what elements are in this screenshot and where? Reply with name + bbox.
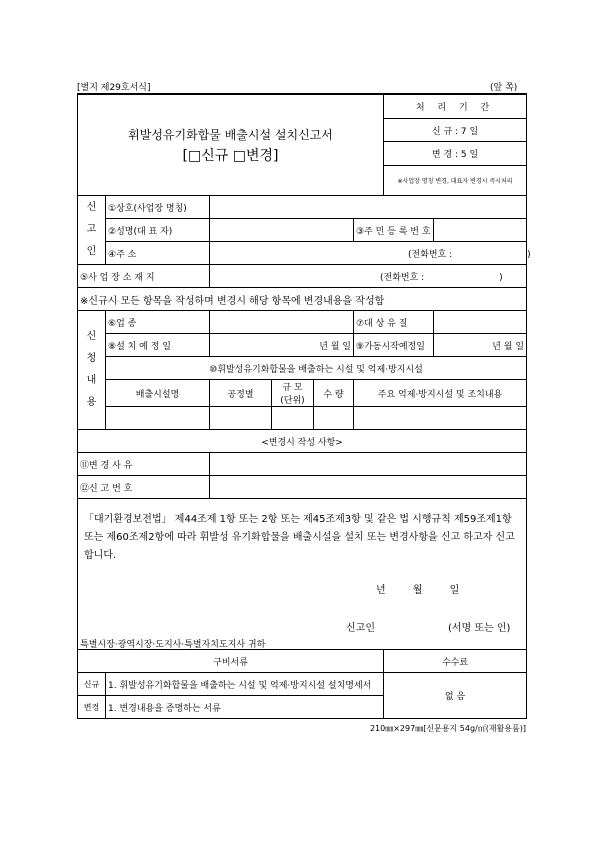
recipient: 특별시장·광역시장·도지사·특별자치도지사 귀하 <box>80 640 266 650</box>
start-date-field[interactable]: 년 월 일 <box>434 334 527 357</box>
target-oil-field[interactable] <box>434 311 527 334</box>
rrn-label: ③주 민 등 록 번 호 <box>354 219 434 242</box>
site-address-label: ⑤사 업 장 소 재 지 <box>78 265 210 288</box>
install-date-field[interactable]: 년 월 일 <box>210 334 354 357</box>
sign-note[interactable]: (서명 또는 인) <box>448 623 511 634</box>
phone-label-2: (전화번호 : <box>380 272 425 283</box>
address-field[interactable] <box>210 242 531 265</box>
control-cell[interactable] <box>354 407 527 430</box>
report-no-field[interactable] <box>210 476 527 499</box>
new-doc-label: 신규 <box>78 673 106 696</box>
date-line[interactable]: 년 월 일 <box>376 585 460 596</box>
documents-header: 구비서류 <box>78 650 384 673</box>
instruction: ※신규시 모든 항목을 작성하며 변경시 해당 항목에 변경내용을 작성함 <box>78 288 527 311</box>
address-label: ④주 소 <box>106 242 210 265</box>
processing-new: 신 규 : 7 일 <box>384 118 527 142</box>
business-name-label: ①상호(사업장 명칭) <box>106 196 210 219</box>
change-reason-field[interactable] <box>210 453 527 476</box>
change-doc: 1. 변경내용을 증명하는 서류 <box>106 696 384 719</box>
signer-label: 신고인 <box>346 623 375 634</box>
content-section: 신 청 내 용 <box>78 311 106 430</box>
processing-change: 변 경 : 5 일 <box>384 142 527 166</box>
processing-label: 처 리 기 간 <box>384 94 527 118</box>
business-name-field[interactable] <box>210 196 527 219</box>
representative-field[interactable] <box>210 219 354 242</box>
start-date-label: ⑨가동시작예정일 <box>354 334 434 357</box>
applicant-section: 신 고 인 <box>78 196 106 265</box>
col-facility-name: 배출시설명 <box>106 380 210 407</box>
change-section-header: <변경시 작성 사항> <box>78 430 527 453</box>
processing-note: ※사업장 명칭 변경, 대표자 변경시 즉시처리 <box>384 166 527 196</box>
phone-close: ) <box>527 249 531 260</box>
site-address-field[interactable] <box>210 265 527 288</box>
col-quantity: 수 량 <box>314 380 354 407</box>
form-number: [별지 제29호서식] <box>77 83 151 93</box>
form-title <box>78 94 384 196</box>
new-doc: 1. 휘발성유기화합물을 배출하는 시설 및 억제·방지시설 설치명세서 <box>106 673 384 696</box>
report-form <box>77 93 531 734</box>
fee-value: 없 음 <box>384 673 527 719</box>
phone-label: (전화번호 : <box>408 249 453 260</box>
target-oil-label: ⑦대 상 유 질 <box>354 311 434 334</box>
fee-header: 수수료 <box>384 650 527 673</box>
facilities-title: ⑩휘발성유기화합물을 배출하는 시설 및 억제·방지시설 <box>106 357 527 380</box>
title-main: 휘발성유기화합물 배출시설 설치신고서 <box>128 127 333 142</box>
process-cell[interactable] <box>210 407 272 430</box>
quantity-cell[interactable] <box>314 407 354 430</box>
title-sub: [□신규 □변경] <box>182 147 279 164</box>
facility-name-cell[interactable] <box>106 407 210 430</box>
page-side: (앞 쪽) <box>490 83 518 93</box>
report-no-label: ⑫신 고 번 호 <box>78 476 210 499</box>
industry-label: ⑥업 종 <box>106 311 210 334</box>
install-date-label: ⑧설 치 예 정 일 <box>106 334 210 357</box>
scale-cell[interactable] <box>272 407 314 430</box>
col-scale: 규 모 (단위) <box>272 380 314 407</box>
statement-block <box>78 499 527 650</box>
representative-label: ②성명(대 표 자) <box>106 219 210 242</box>
statement: 「대기환경보전법」 제44조제 1항 또는 2항 또는 제45조제3항 및 같은 법 시행규칙 제59조제1항 또는 제60조제2항에 따라 휘발성 유기화합물을 배출시설을 설치 또는 변경사항을 신고 하고자 신고합니다. <box>84 514 515 561</box>
change-reason-label: ⑪변 경 사 유 <box>78 453 210 476</box>
col-process: 공정별 <box>210 380 272 407</box>
rrn-field[interactable] <box>434 219 527 242</box>
phone-close-2: ) <box>499 272 503 283</box>
col-control: 주요 억제·방지시설 및 조치내용 <box>354 380 527 407</box>
change-doc-label: 변경 <box>78 696 106 719</box>
paper-size: 210㎜×297㎜[신문용지 54g/㎡(재활용품)] <box>369 724 526 733</box>
industry-field[interactable] <box>210 311 354 334</box>
